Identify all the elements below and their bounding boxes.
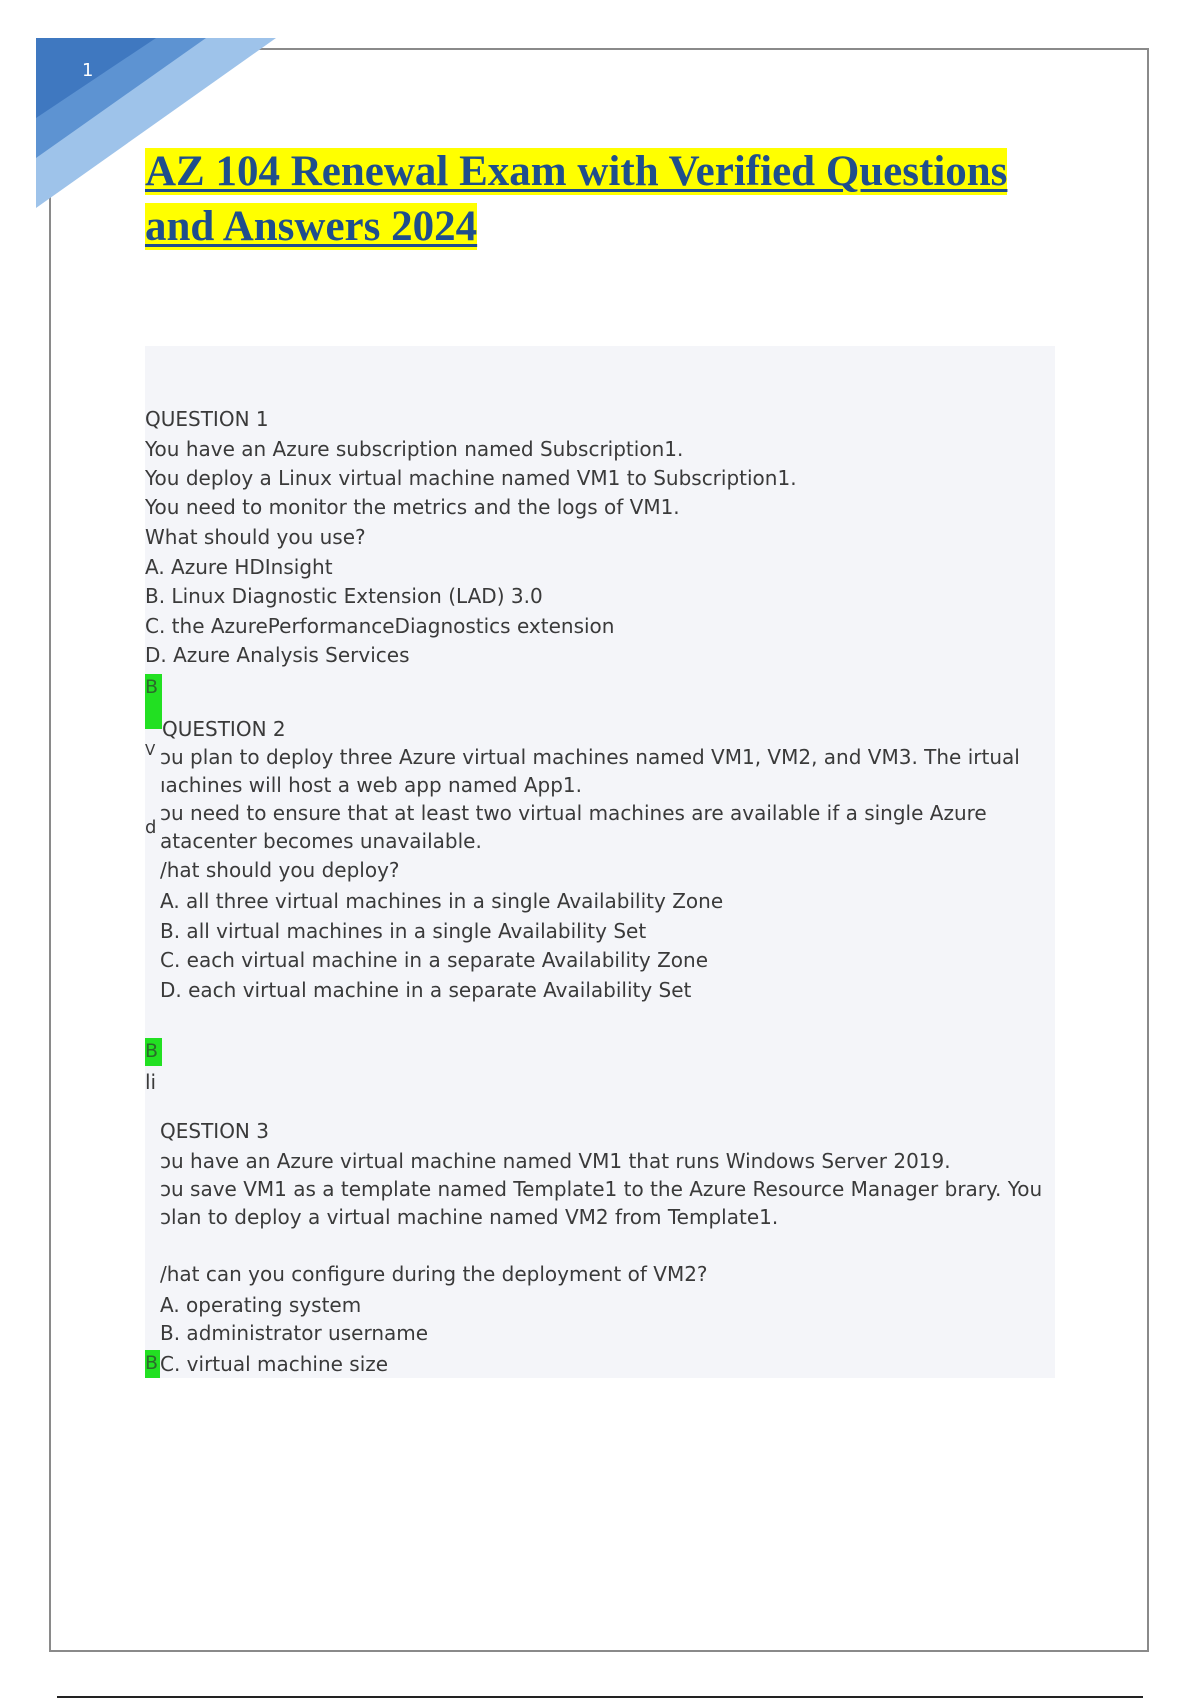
page-number: 1 [82,60,94,81]
question-1-heading: QUESTION 1 [145,407,269,431]
question-2-heading: QUESTION 2 [162,717,286,741]
question-2-option: D. each virtual machine in a separate Availability Set [160,978,692,1002]
question-1-option: D. Azure Analysis Services [145,643,410,667]
question-3-option: A. operating system [160,1293,362,1317]
question-1-line: You deploy a Linux virtual machine named VM1 to Subscription1. [145,466,797,490]
question-2-line: /hat should you deploy? [160,858,400,882]
question-1-line: You need to monitor the metrics and the logs of VM1. [145,495,680,519]
question-2-option: B. all virtual machines in a single Availability Set [160,919,647,943]
question-3-line: ɔlan to deploy a virtual machine named VM2 from Template1. [160,1205,779,1229]
question-2-option: A. all three virtual machines in a single Availability Zone [160,889,724,913]
document-title [145,144,1065,254]
question-1-option: C. the AzurePerformanceDiagnostics extension [145,614,615,638]
title-line-2: and Answers 2024 [145,203,478,250]
question-1-answer: B [145,674,162,729]
bottom-rule [57,1696,1143,1698]
question-1-option: B. Linux Diagnostic Extension (LAD) 3.0 [145,584,543,608]
question-2-line: atacenter becomes unavailable. [160,829,482,853]
question-3-option: B. administrator username [160,1321,429,1345]
margin-fragment: d [145,817,157,838]
question-2-answer: B [145,1038,162,1066]
question-1-line: You have an Azure subscription named Subscription1. [145,437,684,461]
question-3-heading: QESTION 3 [160,1119,269,1143]
title-line-1: AZ 104 Renewal Exam with Verified Questions [145,148,1008,195]
question-2-option: C. each virtual machine in a separate Availability Zone [160,948,709,972]
question-2-line: ıachines will host a web app named App1. [160,773,582,797]
question-2-line: ɔu need to ensure that at least two virtual machines are available if a single Azure [160,801,987,825]
question-3-line: ɔu save VM1 as a template named Template1 to the Azure Resource Manager brary. You [160,1177,1043,1201]
question-1-line: What should you use? [145,525,366,549]
stray-fragment: li [145,1070,157,1094]
question-3-answer: B [145,1350,160,1378]
question-1-option: A. Azure HDInsight [145,555,333,579]
margin-fragment: V [145,741,156,759]
question-3-line: ɔu have an Azure virtual machine named VM1 that runs Windows Server 2019. [160,1149,951,1173]
question-2-line: ɔu plan to deploy three Azure virtual machines named VM1, VM2, and VM3. The irtual [160,745,1020,769]
question-3-option: C. virtual machine size [160,1352,389,1376]
question-3-prompt: /hat can you configure during the deployment of VM2? [160,1262,708,1286]
